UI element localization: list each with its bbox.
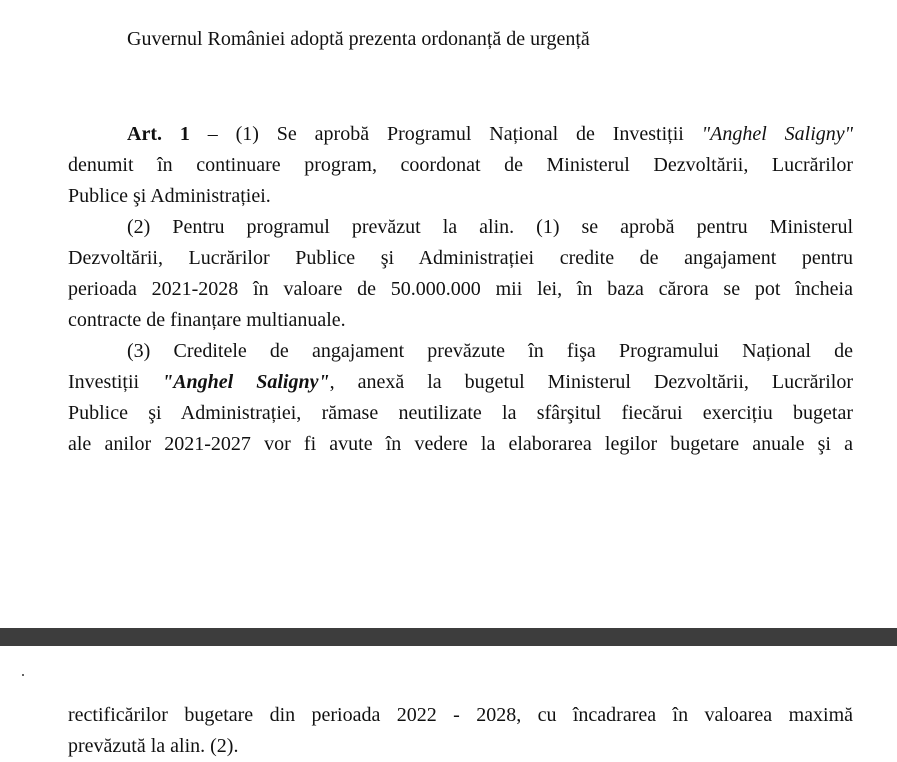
paragraph-line: Dezvoltării, Lucrărilor Publice şi Administrației credite de angajament pentru bbox=[68, 247, 853, 269]
scan-speck bbox=[22, 674, 24, 676]
paragraph-line: perioada 2021-2028 în valoare de 50.000.000 mii lei, în baza cărora se pot încheia bbox=[68, 278, 853, 300]
paragraph-line: rectificărilor bugetare din perioada 2022 - 2028, cu încadrarea în valoarea maximă bbox=[68, 704, 853, 726]
paragraph-line: (2) Pentru programul prevăzut la alin. (1) se aprobă pentru Ministerul bbox=[127, 216, 853, 238]
paragraph-line: Publice şi Administrației. bbox=[68, 185, 271, 207]
article-label: Art. 1 bbox=[127, 123, 190, 145]
article-dash: – bbox=[189, 123, 236, 145]
paragraph-line: Publice şi Administrației, rămase neutilizate la sfârşitul fiecărui exercițiu bugetar bbox=[68, 402, 853, 424]
article-1-paragraph-2 bbox=[68, 212, 853, 336]
paragraph-text: Investiții bbox=[68, 371, 163, 393]
paragraph-line: prevăzută la alin. (2). bbox=[68, 735, 239, 757]
paragraph-line: ale anilor 2021-2027 vor fi avute în vedere la elaborarea legilor bugetare anuale şi a bbox=[68, 433, 853, 455]
page-separator bbox=[0, 628, 897, 646]
paragraph-line bbox=[68, 367, 853, 398]
program-name: "Anghel Saligny" bbox=[162, 371, 330, 393]
paragraph-line: (3) Creditele de angajament prevăzute în fişa Programului Național de bbox=[127, 340, 853, 362]
program-name: "Anghel Saligny" bbox=[701, 123, 854, 145]
article-1-paragraph-3-continued bbox=[68, 700, 853, 762]
article-1-paragraph-3 bbox=[68, 336, 853, 460]
paragraph-line: contracte de finanțare multianuale. bbox=[68, 309, 346, 331]
paragraph-text: (1) Se aprobă Programul Național de Investiții bbox=[235, 123, 702, 145]
paragraph-line bbox=[68, 119, 853, 150]
paragraph-line: denumit în continuare program, coordonat de Ministerul Dezvoltării, Lucrărilor bbox=[68, 154, 853, 176]
preamble-heading: Guvernul României adoptă prezenta ordonanță de urgență bbox=[127, 28, 590, 50]
paragraph-text: , anexă la bugetul Ministerul Dezvoltării, Lucrărilor bbox=[329, 371, 853, 393]
article-1-paragraph-1 bbox=[68, 119, 853, 212]
document-page-2 bbox=[0, 646, 897, 755]
